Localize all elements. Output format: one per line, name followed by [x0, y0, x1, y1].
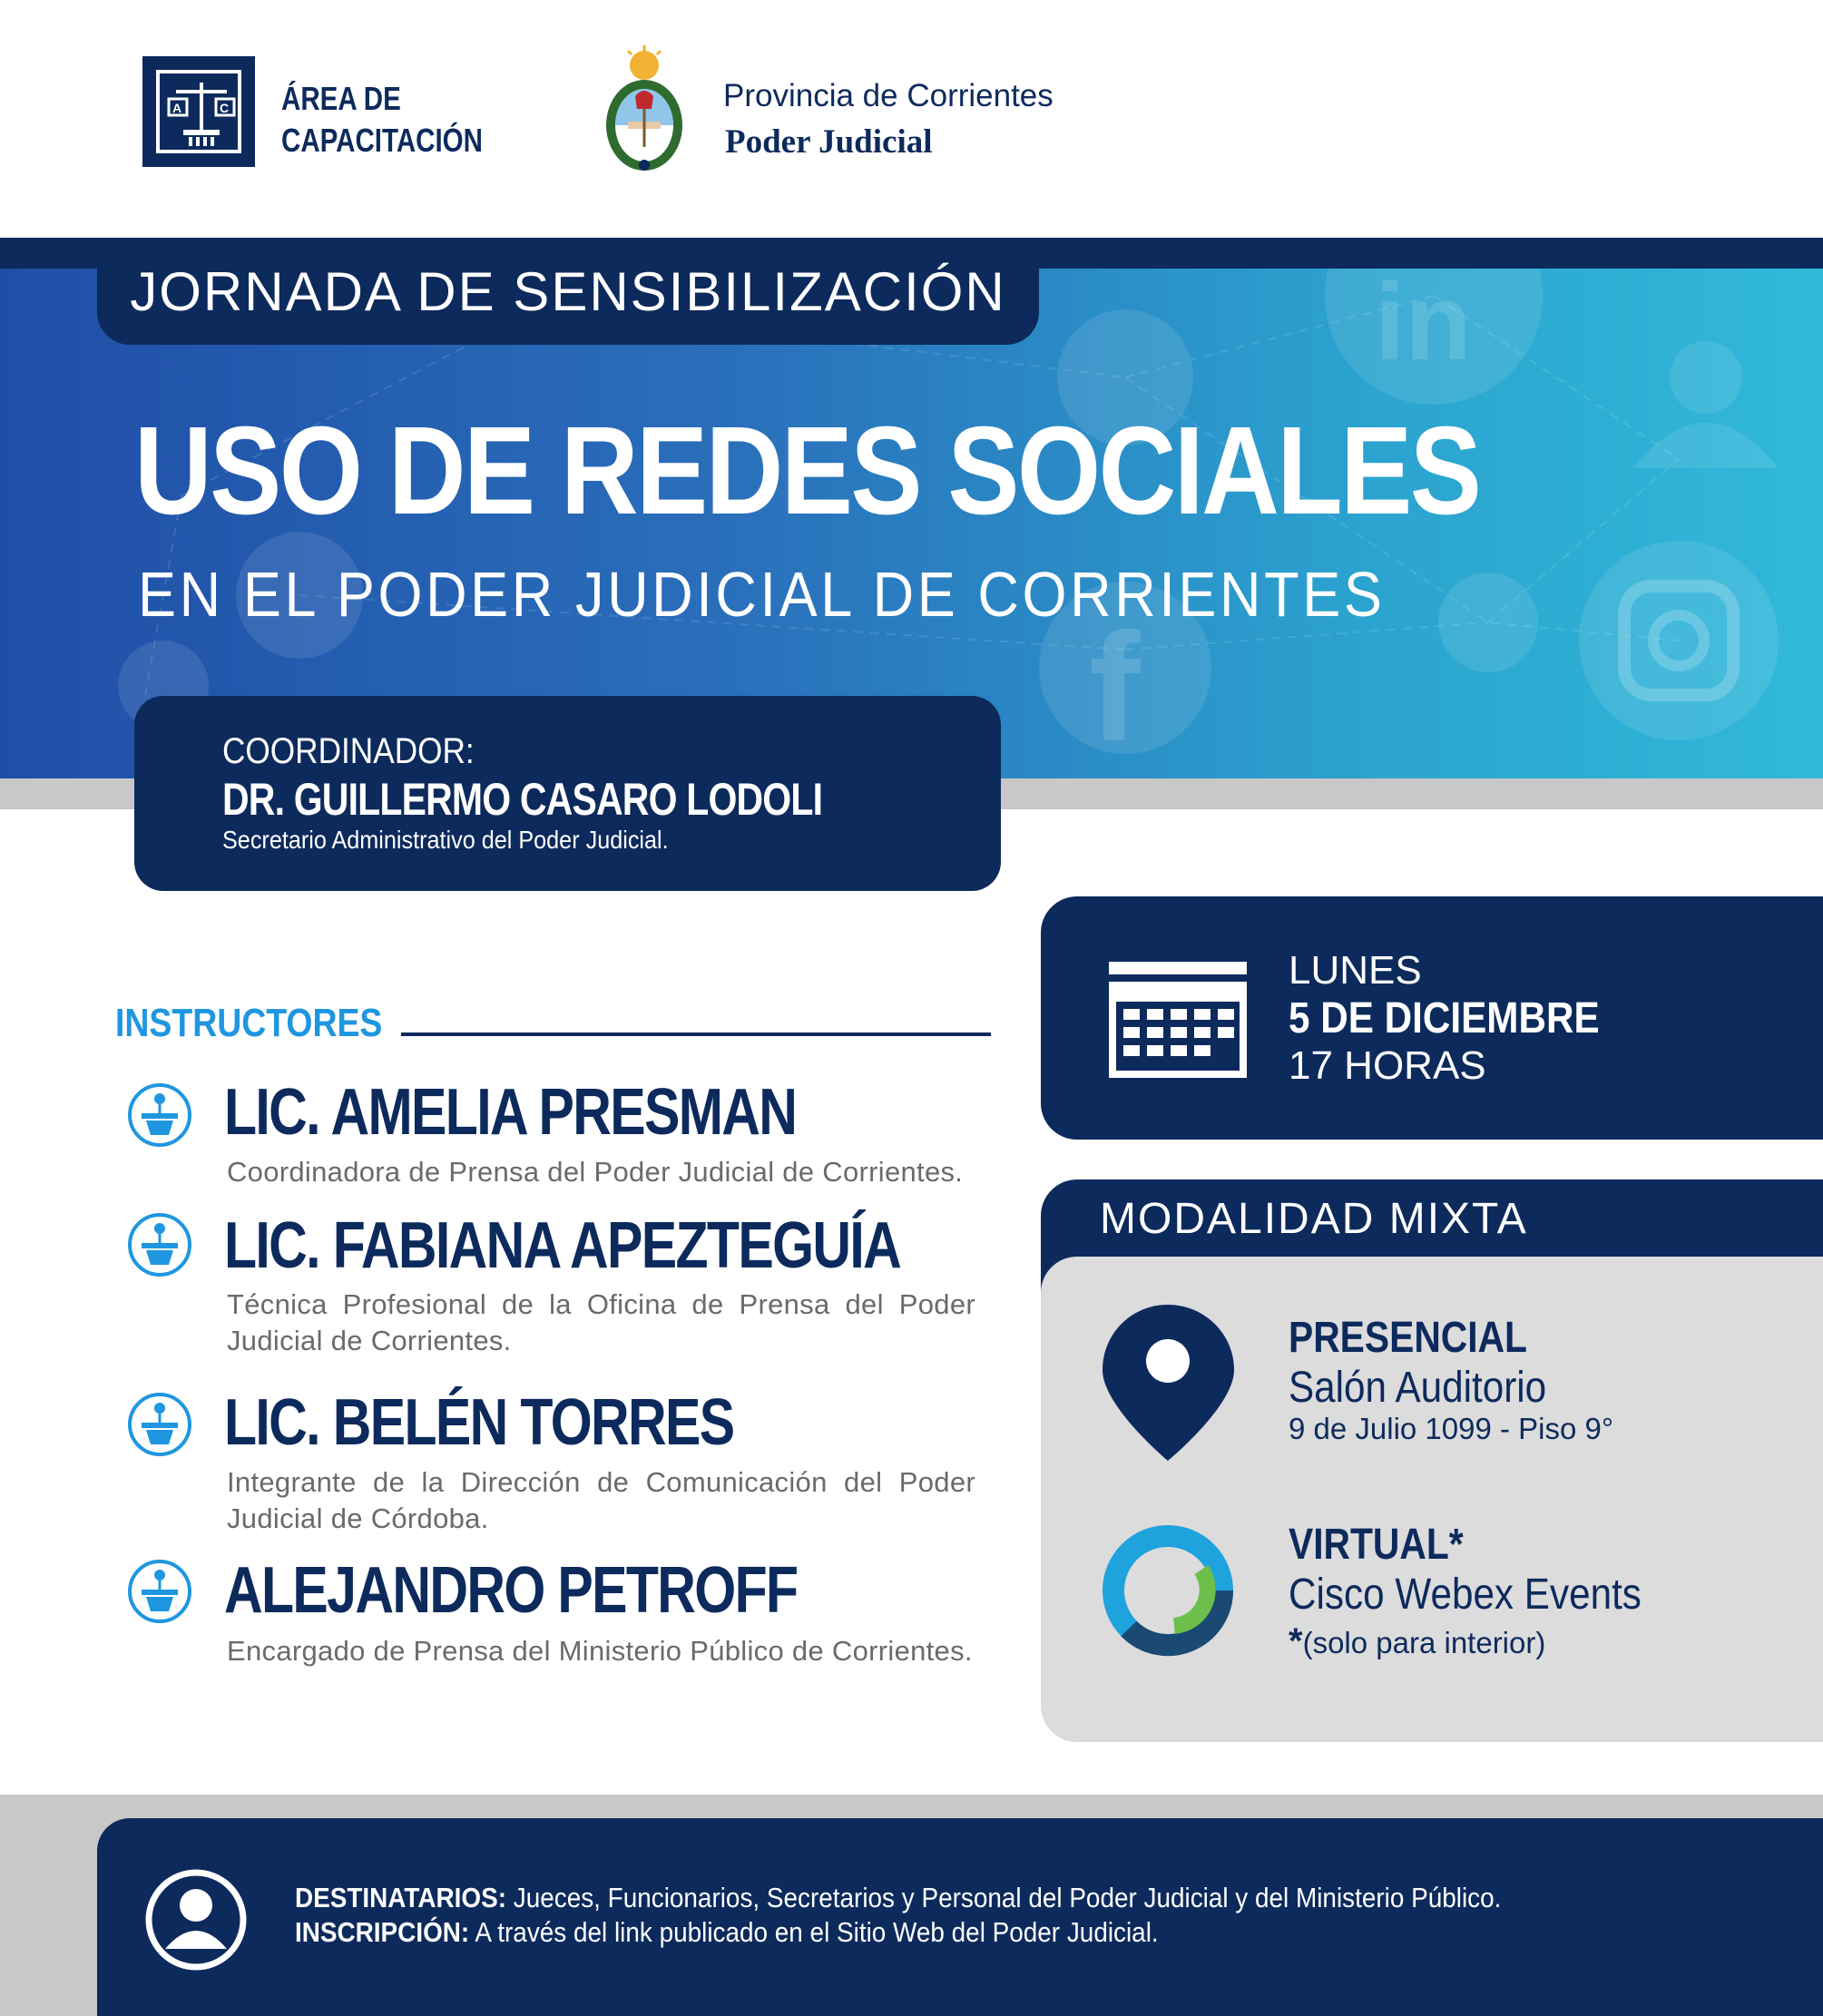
speaker-icon [127, 1082, 192, 1148]
instructor-name: LIC. BELÉN TORRES [224, 1386, 734, 1459]
instructor-role: Coordinadora de Prensa del Poder Judicial de Corrientes. [227, 1156, 964, 1188]
svg-text:f: f [1089, 602, 1141, 774]
inscripcion-label: INSCRIPCIÓN: [295, 1916, 470, 1948]
speaker-icon [127, 1559, 192, 1624]
area-capacitacion-logo [142, 56, 255, 167]
destinatarios-label: DESTINATARIOS: [295, 1882, 507, 1913]
coordinator-label: COORDINADOR: [222, 731, 475, 771]
event-title: USO DE REDES SOCIALES [134, 401, 1480, 541]
speaker-icon [127, 1392, 192, 1457]
province-name: Provincia de Corrientes [723, 78, 1054, 113]
inscripcion-line [295, 1916, 1159, 1949]
inscripcion-text: A través del link publicado en el Sitio Web del Poder Judicial. [469, 1916, 1159, 1948]
area-line-1: ÁREA DE [281, 80, 401, 117]
like-icon [1438, 573, 1538, 672]
instructor-role: Encargado de Prensa del Ministerio Público de Corrientes. [227, 1635, 973, 1667]
calendar-icon [1109, 962, 1247, 1078]
instructor-name: LIC. FABIANA APEZTEGUÍA [224, 1209, 901, 1282]
user-icon [145, 1869, 247, 1971]
event-subtitle: EN EL PODER JUDICIAL DE CORRIENTES [138, 559, 1386, 630]
instructors-divider [401, 1032, 991, 1036]
presencial-place: Salón Auditorio [1289, 1364, 1547, 1412]
area-capacitacion-text [281, 78, 483, 161]
svg-text:A: A [172, 101, 182, 115]
presencial-title: PRESENCIAL [1289, 1314, 1527, 1362]
event-time: 17 HORAS [1289, 1043, 1486, 1088]
coordinator-role: Secretario Administrativo del Poder Judicial. [222, 826, 669, 854]
virtual-note-text: (solo para interior) [1302, 1626, 1546, 1659]
virtual-title: VIRTUAL* [1289, 1521, 1464, 1569]
instructors-title: INSTRUCTORES [115, 1001, 383, 1045]
presencial-address: 9 de Julio 1099 - Piso 9° [1289, 1412, 1614, 1445]
instructor-role: Técnica Profesional de la Oficina de Prensa del Poder Judicial de Corrientes. [227, 1288, 975, 1356]
area-line-2: CAPACITACIÓN [281, 122, 483, 159]
instructor-role: Integrante de la Dirección de Comunicación del Poder Judicial de Córdoba. [227, 1466, 975, 1534]
scales-icon [160, 73, 243, 155]
event-date: 5 DE DICIEMBRE [1289, 994, 1600, 1042]
poder-judicial-name: Poder Judicial [725, 123, 933, 161]
destinatarios-line [295, 1882, 1501, 1914]
svg-text:C: C [220, 101, 230, 115]
virtual-note-mark: * [1289, 1621, 1303, 1661]
event-kicker: JORNADA DE SENSIBILIZACIÓN [97, 238, 1039, 345]
event-day: LUNES [1289, 948, 1422, 993]
instructor-name: ALEJANDRO PETROFF [224, 1554, 798, 1627]
svg-text:in: in [1375, 269, 1472, 383]
modality-title: MODALIDAD MIXTA [1100, 1195, 1528, 1243]
speaker-icon [127, 1212, 192, 1277]
virtual-note [1289, 1621, 1545, 1662]
location-pin-icon [1103, 1305, 1234, 1461]
user-icon [1670, 341, 1742, 414]
virtual-platform: Cisco Webex Events [1289, 1571, 1642, 1619]
province-seal-icon [601, 45, 688, 177]
destinatarios-text: Jueces, Funcionarios, Secretarios y Personal del Poder Judicial y del Ministerio Público. [506, 1882, 1502, 1913]
instructor-name: LIC. AMELIA PRESMAN [224, 1076, 797, 1149]
instagram-icon [1579, 541, 1779, 740]
webex-icon [1102, 1524, 1234, 1657]
coordinator-name: DR. GUILLERMO CASARO LODOLI [222, 774, 823, 825]
